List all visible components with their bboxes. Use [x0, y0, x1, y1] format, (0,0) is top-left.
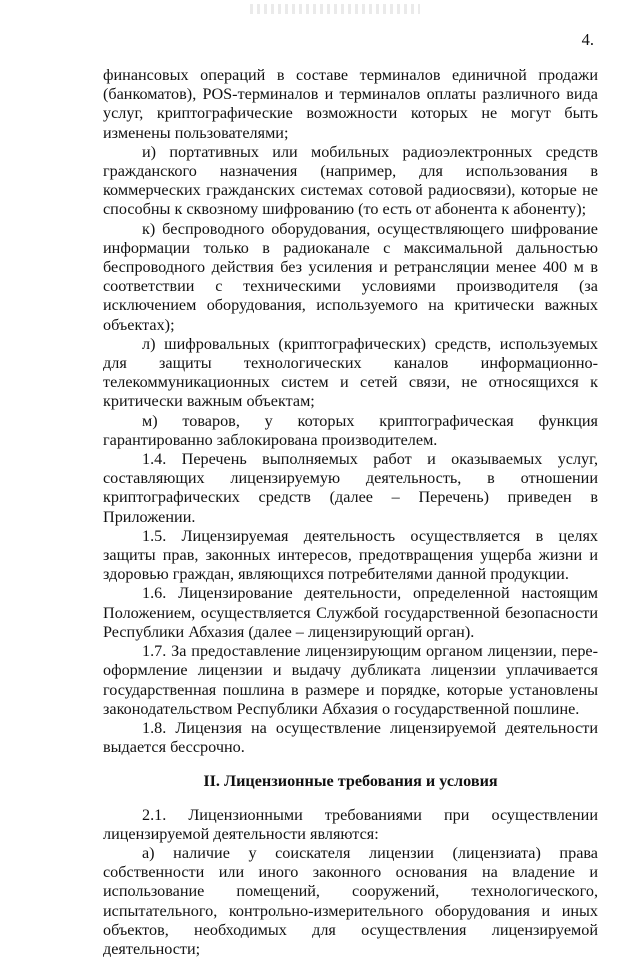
paragraph-item-m: м) товаров, у которых криптографическая функция гарантированно заблокирована производителем.: [103, 411, 598, 449]
section-heading: II. Лицензионные требования и условия: [203, 772, 498, 791]
paragraph-1-5: 1.5. Лицензируемая деятельность осуществляется в целях защиты прав, законных интересов, предотвращения ущерба жизни и здоровью граждан, являющихся потребителями данной продукции.: [103, 526, 598, 584]
paragraph-2-1: 2.1. Лицензионными требованиями при осуществлении лицензируемой деятельности являются:: [103, 805, 598, 843]
paragraph-1-4: 1.4. Перечень выполняемых работ и оказываемых услуг, составляющих лицензируемую деятельность, в отношении криптографических средств (далее – Перечень) приведен в Приложении.: [103, 450, 598, 526]
page-number: 4.: [581, 30, 594, 49]
paragraph-item-i: и) портативных или мобильных радиоэлектронных средств гражданского назначения (например, для использования в коммерческих гражданских системах сотовой радиосвязи), которые не способны к сквозному шифрованию (то есть от абонента к абоненту);: [103, 142, 598, 219]
document-body: [103, 66, 598, 959]
paragraph-1-6: 1.6. Лицензирование деятельности, определенной настоящим Положением, осуществляется Службой государственной безопасности Республики Абхазия (далее – лицензирующий орган).: [103, 584, 598, 641]
paragraph-1-8: 1.8. Лицензия на осуществление лицензируемой деятельности выдается бессрочно.: [103, 718, 598, 757]
paragraph-item-l: л) шифровальных (криптографических) средств, используемых для защиты технологических каналов информационно-телекоммуникационных систем и сетей связи, не относящихся к критически важным объектам;: [103, 334, 598, 411]
paragraph-item-k: к) беспроводного оборудования, осуществляющего шифрование информации только в радиоканале с максимальной дальностью беспроводного действия без усиления и ретрансляции менее 400 м в соответствии с техническими условиями производителя (за исключением оборудования, используемого на критически важных объектах);: [103, 219, 598, 334]
paragraph-1-7: 1.7. За предоставление лицензирующим органом лицензии, переоформление лицензии и выдачу дубликата лицензии уплачивается государственная пошлина в размере и порядке, которые установлены законодательством Республики Абхазия о государственной пошлине.: [103, 642, 598, 718]
scan-artifact: [250, 4, 420, 14]
paragraph-financial-operations: финансовых операций в составе терминалов единичной продажи (банкоматов), POS-терминалов и терминалов оплаты различного вида услуг, криптографические возможности которых не могут быть изменены пользователями;: [103, 66, 598, 142]
paragraph-item-a: а) наличие у соискателя лицензии (лицензиата) права собственности или иного законного основания на владение и использование помещений, сооружений, технологического, испытательного, контрольно-измерительного оборудования и иных объектов, необходимых для осуществления лицензируемой деятельности;: [103, 843, 598, 958]
